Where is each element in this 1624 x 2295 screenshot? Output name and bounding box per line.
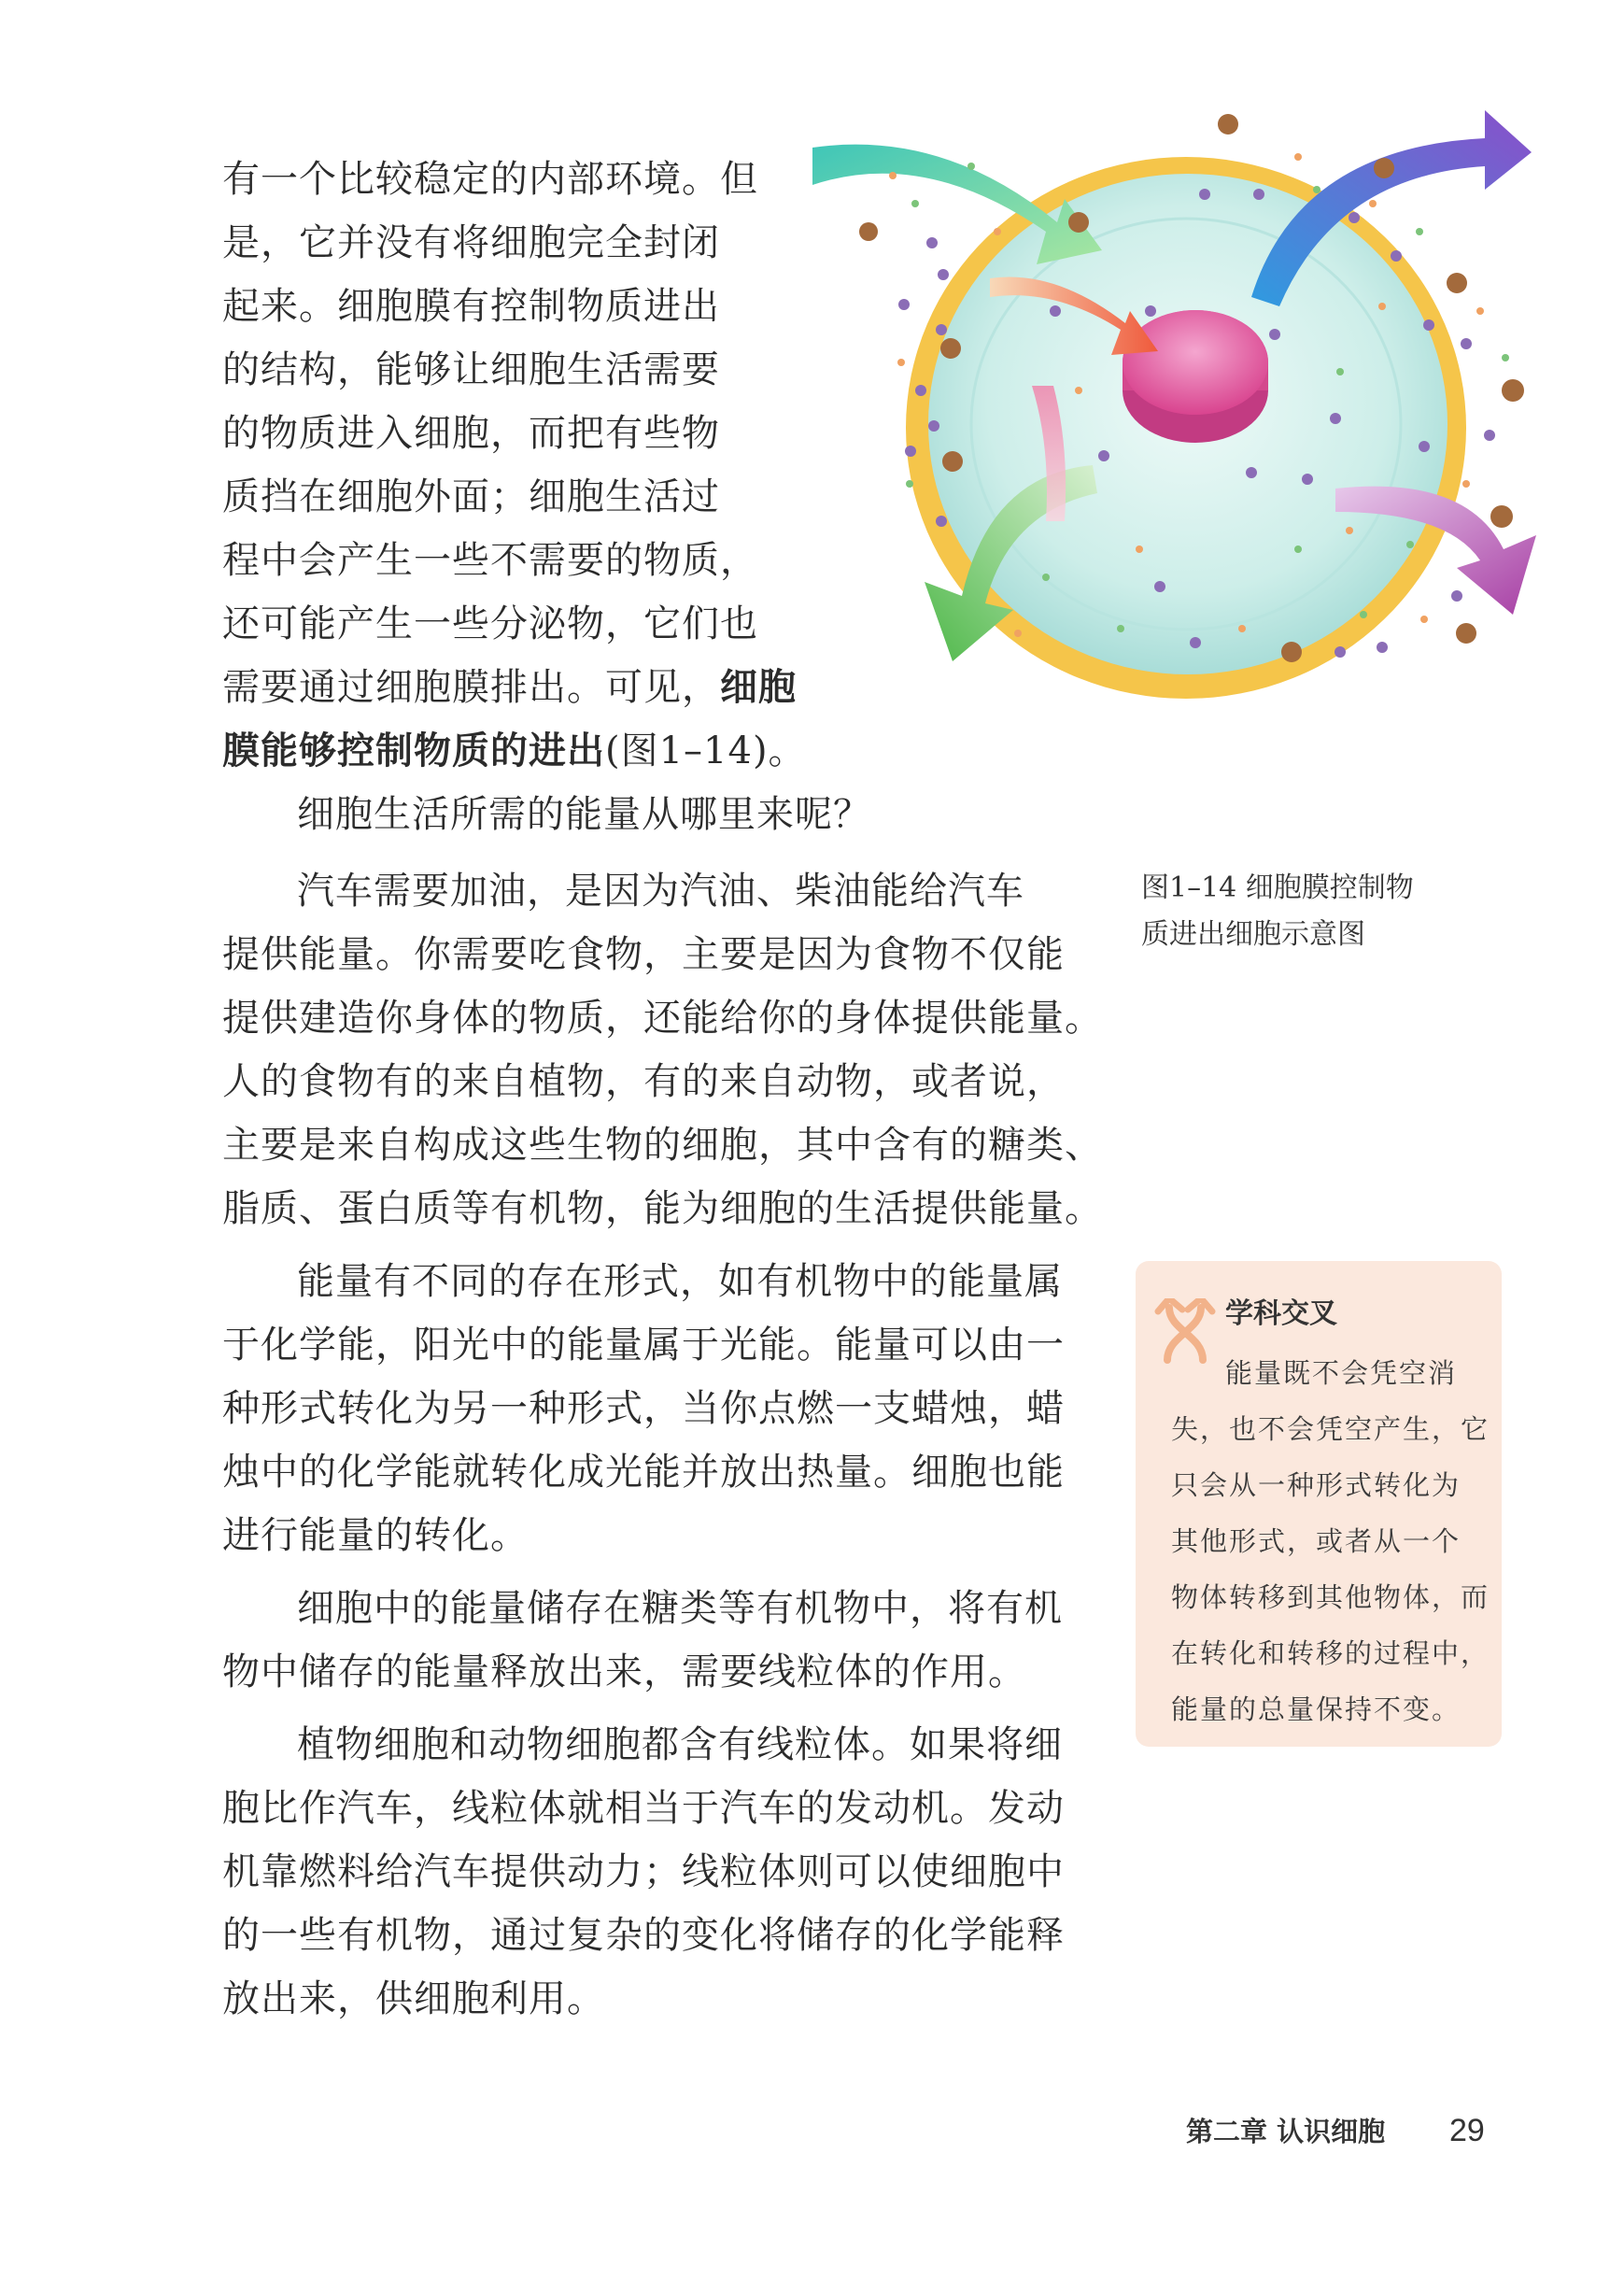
- text-line: 种形式转化为另一种形式，当你点燃一支蜡烛，蜡: [222, 1387, 1065, 1430]
- bold-phrase: 膜能够控制物质的进出: [222, 730, 605, 772]
- text-line: 程中会产生一些不需要的物质，: [222, 539, 758, 582]
- text-line: 有一个比较稳定的内部环境。但: [222, 158, 758, 201]
- text-line: 人的食物有的来自植物，有的来自动物，或者说，: [222, 1060, 1065, 1103]
- text-line: 进行能量的转化。: [222, 1514, 529, 1557]
- text-line: 的物质进入细胞，而把有些物: [222, 412, 720, 455]
- text-line: 是，它并没有将细胞完全封闭: [222, 221, 720, 264]
- interdisciplinary-sidebar: [1136, 1261, 1502, 1747]
- text-line: [222, 732, 807, 770]
- text-line: 物中储存的能量释放出来，需要线粒体的作用。: [222, 1650, 1026, 1693]
- sidebar-line: 能量的总量保持不变。: [1171, 1693, 1462, 1725]
- text-line: 于化学能，阳光中的能量属于光能。能量可以由一: [222, 1324, 1065, 1367]
- text-segment: (图1–14)。: [605, 730, 807, 772]
- page-number: 29: [1449, 2113, 1485, 2148]
- figure-caption-line2: 质进出细胞示意图: [1141, 918, 1365, 951]
- text-line: 提供能量。你需要吃食物，主要是因为食物不仅能: [222, 933, 1065, 976]
- bold-phrase: 细胞: [720, 666, 797, 709]
- figure-caption-line1: 图1–14 细胞膜控制物: [1141, 871, 1414, 904]
- text-line: 能量有不同的存在形式，如有机物中的能量属: [297, 1260, 1063, 1303]
- sidebar-title: 学科交叉: [1225, 1297, 1337, 1330]
- text-line: 烛中的化学能就转化成光能并放出热量。细胞也能: [222, 1451, 1065, 1494]
- chapter-title: 第二章 认识细胞: [1186, 2116, 1386, 2147]
- text-segment: 需要通过细胞膜排出。可见，: [222, 666, 720, 709]
- sidebar-line: 能量既不会凭空消: [1225, 1357, 1458, 1389]
- text-line: 的一些有机物，通过复杂的变化将储存的化学能释: [222, 1914, 1065, 1957]
- text-line: 细胞中的能量储存在糖类等有机物中，将有机: [297, 1587, 1063, 1630]
- text-line: 植物细胞和动物细胞都含有线粒体。如果将细: [297, 1723, 1063, 1766]
- text-line: 的结构，能够让细胞生活需要: [222, 348, 720, 391]
- text-line: 主要是来自构成这些生物的细胞，其中含有的糖类、: [222, 1124, 1103, 1167]
- text-line: 起来。细胞膜有控制物质进出: [222, 285, 720, 328]
- text-line: 机靠燃料给汽车提供动力；线粒体则可以使细胞中: [222, 1850, 1065, 1893]
- sidebar-line: 失，也不会凭空产生，它: [1171, 1413, 1490, 1445]
- text-line: 还可能产生一些分泌物，它们也: [222, 602, 758, 645]
- text-line: 脂质、蛋白质等有机物，能为细胞的生活提供能量。: [222, 1187, 1103, 1230]
- text-line: 质挡在细胞外面；细胞生活过: [222, 475, 720, 518]
- text-line: 汽车需要加油，是因为汽油、柴油能给汽车: [297, 870, 1024, 913]
- sidebar-line: 其他形式，或者从一个: [1171, 1525, 1462, 1557]
- text-line: 细胞生活所需的能量从哪里来呢？: [297, 793, 871, 836]
- crossing-arrows-icon: [1154, 1298, 1216, 1364]
- text-line: 胞比作汽车，线粒体就相当于汽车的发动机。发动: [222, 1787, 1065, 1830]
- text-line: [222, 666, 797, 709]
- sidebar-line: 在转化和转移的过程中，: [1171, 1637, 1490, 1669]
- text-line: 放出来，供细胞利用。: [222, 1977, 605, 2020]
- text-line: 提供建造你身体的物质，还能给你的身体提供能量。: [222, 997, 1103, 1040]
- sidebar-line: 只会从一种形式转化为: [1171, 1469, 1462, 1501]
- sidebar-line: 物体转移到其他物体，而: [1171, 1581, 1490, 1613]
- cell-membrane-illustration: [812, 110, 1550, 820]
